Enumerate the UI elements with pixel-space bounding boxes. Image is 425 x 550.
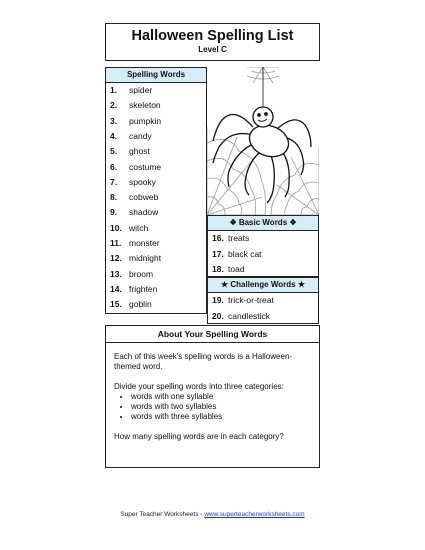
word-number: 6. xyxy=(110,161,118,172)
word-row xyxy=(106,190,206,204)
title-box xyxy=(105,23,320,61)
word-number: 13. xyxy=(110,268,122,279)
challenge-words-list xyxy=(207,277,319,324)
about-paragraph-1: Each of this week's spelling words is a Halloween-themed word. xyxy=(114,352,293,371)
word-number: 7. xyxy=(110,176,118,187)
basic-words-header: ❖ Basic Words ❖ xyxy=(208,216,318,231)
word-row xyxy=(208,231,318,245)
word-number: 17. xyxy=(212,248,224,259)
word-row xyxy=(106,175,206,189)
word-number: 10. xyxy=(110,222,122,233)
word-row xyxy=(106,282,206,296)
word-row xyxy=(106,129,206,143)
word-row xyxy=(106,205,206,219)
word-number: 12. xyxy=(110,253,122,264)
footer-link[interactable]: www.superteacherworksheets.com xyxy=(204,511,305,518)
word-row xyxy=(106,221,206,235)
word-row xyxy=(106,144,206,158)
word-number: 9. xyxy=(110,207,118,218)
word-text: candlestick xyxy=(228,310,271,321)
word-text: candy xyxy=(129,130,152,141)
challenge-words-header: ★ Challenge Words ★ xyxy=(208,278,318,293)
word-text: cobweb xyxy=(129,192,159,203)
word-row xyxy=(106,98,206,112)
word-text: pumpkin xyxy=(129,115,162,126)
word-row xyxy=(106,267,206,281)
footer xyxy=(0,511,425,518)
word-row xyxy=(106,160,206,174)
word-row xyxy=(106,114,206,128)
word-text: toad xyxy=(228,264,245,274)
word-text: black cat xyxy=(228,248,262,259)
basic-words-list xyxy=(207,215,319,277)
word-text: midnight xyxy=(129,253,162,264)
word-number: 2. xyxy=(110,100,118,111)
word-number: 18. xyxy=(212,264,224,274)
word-text: skeleton xyxy=(129,100,161,111)
page-title: Halloween Spelling List xyxy=(131,28,294,44)
word-text: frighten xyxy=(129,283,158,294)
word-text: shadow xyxy=(129,207,159,218)
word-row xyxy=(106,83,206,97)
word-number: 8. xyxy=(110,192,118,203)
word-text: treats xyxy=(228,233,250,243)
level-label: Level C xyxy=(198,45,227,54)
word-text: spooky xyxy=(129,176,156,187)
word-text: monster xyxy=(129,238,160,248)
word-row xyxy=(106,297,206,311)
category-list xyxy=(106,392,319,422)
word-text: broom xyxy=(129,268,154,279)
spelling-words-list xyxy=(105,67,207,314)
spider-web-illustration xyxy=(207,67,319,215)
word-row xyxy=(208,309,318,323)
word-row xyxy=(106,236,206,250)
about-paragraph-2: Divide your spelling words into three categories: xyxy=(114,382,284,391)
word-text: costume xyxy=(129,161,162,172)
about-section xyxy=(105,325,320,468)
category-item: • words with three syllables xyxy=(131,412,319,422)
word-text: goblin xyxy=(129,299,152,310)
footer-text: Super Teacher Worksheets - xyxy=(120,511,205,518)
word-row xyxy=(208,262,318,276)
word-text: ghost xyxy=(129,146,150,157)
about-paragraph-3: How many spelling words are in each category? xyxy=(114,432,284,441)
category-item: • words with two syllables xyxy=(131,402,319,412)
word-row xyxy=(208,247,318,261)
word-number: 1. xyxy=(110,85,118,95)
word-text: spider xyxy=(129,85,153,95)
category-item: • words with one syllable xyxy=(131,392,319,402)
word-number: 19. xyxy=(212,295,224,305)
word-number: 3. xyxy=(110,115,118,126)
word-text: witch xyxy=(129,222,149,233)
word-number: 4. xyxy=(110,130,118,141)
word-number: 11. xyxy=(110,238,122,248)
word-row xyxy=(106,251,206,265)
word-number: 14. xyxy=(110,283,122,294)
word-row xyxy=(208,293,318,307)
word-number: 15. xyxy=(110,299,122,310)
word-text: trick-or-treat xyxy=(228,295,274,305)
word-number: 5. xyxy=(110,146,118,157)
cobweb-right xyxy=(269,147,319,215)
word-number: 20. xyxy=(212,310,224,321)
about-heading: About Your Spelling Words xyxy=(106,326,319,343)
spelling-words-header: Spelling Words xyxy=(106,68,206,83)
word-number: 16. xyxy=(212,233,224,243)
